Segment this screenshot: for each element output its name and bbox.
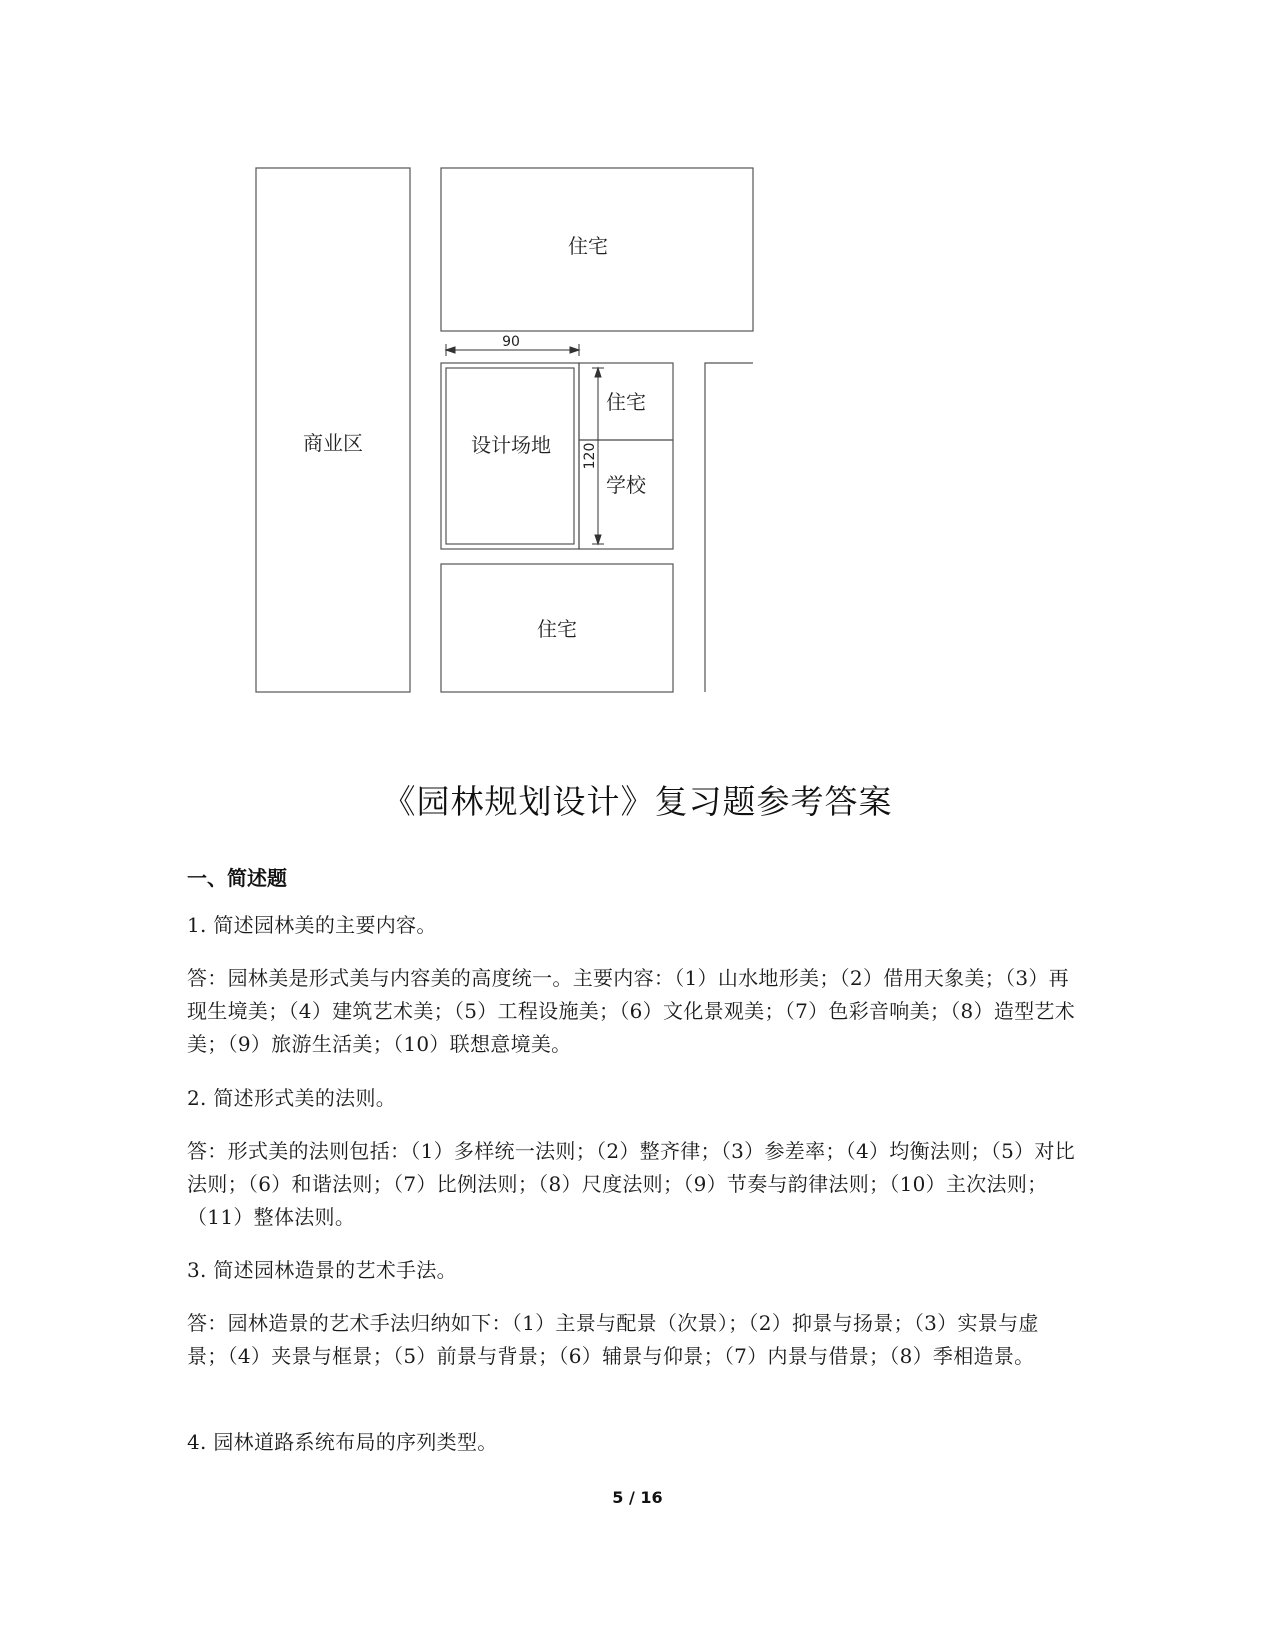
road-edge-line bbox=[705, 363, 753, 692]
width-arrow-right bbox=[570, 347, 579, 353]
commercial-zone-label: 商业区 bbox=[303, 431, 363, 455]
width-dimension-label: 90 bbox=[502, 334, 520, 350]
height-dimension-label: 120 bbox=[582, 442, 598, 470]
residential-top-label: 住宅 bbox=[568, 234, 608, 258]
school-label: 学校 bbox=[606, 473, 646, 497]
document-title: 《园林规划设计》复习题参考答案 bbox=[382, 782, 893, 821]
question-2: 2. 简述形式美的法则。 bbox=[187, 1086, 397, 1110]
height-arrow-top bbox=[595, 368, 601, 377]
answer-1: 答：园林美是形式美与内容美的高度统一。主要内容：（1）山水地形美；（2）借用天象美；（3）再现生境美；（4）建筑艺术美；（5）工程设施美；（6）文化景观美；（7）色彩音响美；（8）造型艺术美；（9）旅游生活美；（10）联想意境美。 bbox=[187, 966, 1076, 1056]
answer-2: 答：形式美的法则包括：（1）多样统一法则；（2）整齐律；（3）参差率；（4）均衡法则；（5）对比法则；（6）和谐法则；（7）比例法则；（8）尺度法则；（9）节奏与韵律法则；（10）主次法则；（11）整体法则。 bbox=[187, 1139, 1076, 1229]
site-plan-diagram bbox=[0, 0, 1275, 700]
page-number: 5 / 16 bbox=[612, 1488, 663, 1507]
question-3: 3. 简述园林造景的艺术手法。 bbox=[187, 1258, 457, 1282]
commercial-zone-block bbox=[256, 168, 410, 692]
design-site-label: 设计场地 bbox=[471, 433, 551, 457]
section-heading: 一、简述题 bbox=[187, 866, 287, 890]
width-arrow-left bbox=[446, 347, 455, 353]
residential-right-label: 住宅 bbox=[606, 390, 646, 414]
height-arrow-bottom bbox=[595, 535, 601, 544]
question-4: 4. 园林道路系统布局的序列类型。 bbox=[187, 1430, 498, 1454]
question-1: 1. 简述园林美的主要内容。 bbox=[187, 913, 437, 937]
residential-bottom-label: 住宅 bbox=[537, 617, 577, 641]
answer-3: 答：园林造景的艺术手法归纳如下：（1）主景与配景（次景）；（2）抑景与扬景；（3）实景与虚景；（4）夹景与框景；（5）前景与背景；（6）辅景与仰景；（7）内景与借景；（8）季相造景。 bbox=[187, 1311, 1039, 1368]
